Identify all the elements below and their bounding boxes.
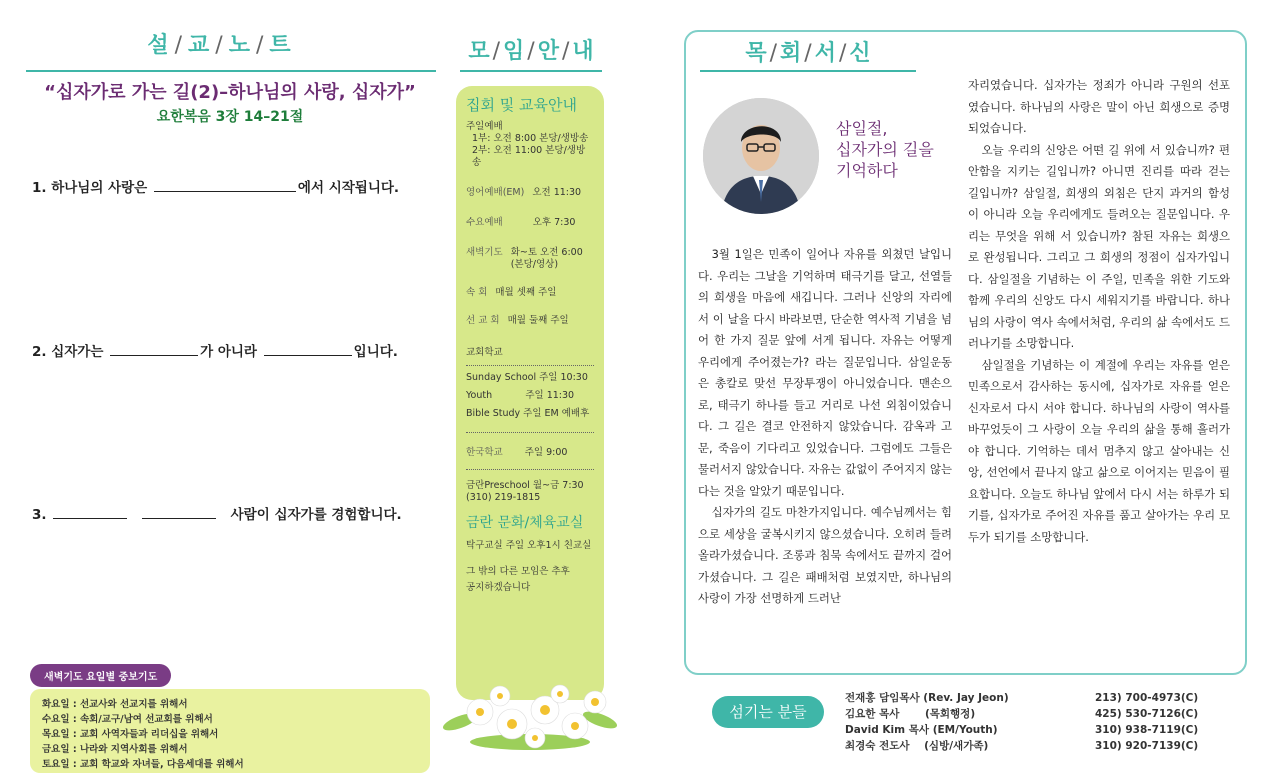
- guide-heading: 집회 및 교육안내: [466, 96, 577, 114]
- question-3: 3. 사람이 십자가를 경험합니다.: [32, 507, 402, 523]
- youth-school: Youth 주일 11:30: [466, 390, 575, 401]
- guide-panel: [456, 86, 604, 700]
- sunday-school: Sunday School 주일 10:30: [466, 372, 588, 383]
- prayer-tag: 새벽기도 요일별 중보기도: [30, 664, 171, 687]
- letter-heading: 삼일절, 십자가의 길을 기억하다: [836, 119, 934, 180]
- phone-number: 310) 938-7119(C): [1095, 724, 1199, 736]
- pastor-photo-icon: [703, 98, 819, 214]
- phone-number: 310) 920-7139(C): [1095, 740, 1199, 752]
- staff-list: [845, 690, 1009, 754]
- letter-column-2: [968, 75, 1230, 548]
- question-1: 1. 하나님의 사랑은 에서 시작됩니다.: [32, 180, 400, 196]
- staff-name: 전재홍 담임목사 (Rev. Jay Jeon): [845, 692, 1009, 704]
- pingpong-class: 탁구교실 주일 오후1시 친교실: [466, 540, 592, 551]
- letter-title-rule: [700, 70, 916, 72]
- letter-paragraph: 3월 1일은 민족이 일어나 자유를 외쳤던 날입니다. 우리는 그날을 기억하며 태극기를 달고, 선열들의 희생을 마음에 새깁니다. 그러나 신앙의 자리에서 이 날을 다시 바라보면, 단순한 역사적 기념을 넘어 한 가지 질문 앞에 서게 됩니다. 자유는 어떻게 우리에게 주어졌는가? 라는 질문입니다. 삼일운동은 총칼로 맞선 무장투쟁이 아니었습니다. 맨손으로, 태극기 하나를 들고 거리로 나선 외침이었습니다. 그 길은 결코 안전하지 않았습니다. 감옥과 고문, 죽음이 기다리고 있었습니다. 그럼에도 그들은 물러서지 않았습니다. 자유는 값없이 주어지지 않는다는 것을 알았기 때문입니다.: [698, 247, 952, 498]
- phone-number: 425) 530-7126(C): [1095, 708, 1199, 720]
- letter-column-1: [698, 244, 952, 610]
- list-item: 목요일 : 교회 사역자들과 리더십을 위해서: [42, 729, 219, 740]
- list-item: 수요일 : 속회/교구/남여 선교회를 위해서: [42, 714, 213, 725]
- phone-number: 213) 700-4973(C): [1095, 692, 1199, 704]
- letter-paragraph: 십자가의 길도 마찬가지입니다. 예수님께서는 힘으로 세상을 굴복시키지 않으셨습니다. 오히려 들려 올라가셨습니다. 조롱과 침묵 속에서도 끝까지 걸어가셨습니다. 그 길은 패배처럼 보였지만, 하나님의 사랑이 가장 선명하게 드러난: [698, 505, 952, 605]
- other-notice-1: 그 밖의 다른 모임은 추후: [466, 566, 570, 577]
- list-item: 토요일 : 교회 학교와 자녀들, 다음세대를 위해서: [42, 759, 244, 770]
- question-2: 2. 십자가는 가 아니라 입니다.: [32, 344, 398, 360]
- divider: [466, 469, 594, 470]
- notes-title-rule: [26, 70, 436, 72]
- staff-name: 김요한 목사 (목회행정): [845, 708, 976, 720]
- culture-heading: 금란 문화/체육교실: [466, 515, 584, 531]
- em-service: 영어예배(EM) 오전 11:30: [466, 187, 582, 198]
- divider: [466, 432, 594, 433]
- guide-title-rule: [460, 70, 602, 72]
- list-item: 화요일 : 선교사와 선교지를 위해서: [42, 699, 188, 710]
- bible-study: Bible Study 주일 EM 예배후: [466, 408, 590, 419]
- letter-paragraph: 자리였습니다. 십자가는 정죄가 아니라 구원의 선포였습니다. 하나님의 사랑은 말이 아닌 희생으로 증명되었습니다.: [968, 78, 1230, 135]
- wed-service: 수요예배 오후 7:30: [466, 217, 576, 228]
- divider: [466, 365, 594, 366]
- scripture-reference: 요한복음 3장 14–21절: [156, 109, 304, 125]
- daisy-flowers-icon: [440, 682, 620, 752]
- letter-paragraph: 오늘 우리의 신앙은 어떤 길 위에 서 있습니까? 편안함을 지키는 길입니까? 아니면 진리를 따라 걷는 길입니까? 삼일절, 희생의 외침은 단지 과거의 함성이 아니라 오늘 우리에게도 들려오는 질문입니다. 우리는 무엇을 위해 서 있습니까? 참된 자유는 희생으로 완성됩니다. 그리고 그 희생의 정점이 십자가입니다. 삼일절을 기념하는 이 주일, 민족을 위한 기도와 함께 우리의 신앙도 다시 세워지기를 바랍니다. 하나님의 사랑이 역사 속에서처럼, 우리의 삶 속에서도 드러나기를 소망합니다.: [968, 142, 1230, 350]
- preschool-phone: (310) 219-1815: [466, 492, 541, 503]
- sermon-title: “십자가로 가는 길(2)–하나님의 사랑, 십자가”: [44, 82, 416, 103]
- blank-field[interactable]: [142, 505, 216, 519]
- blank-field[interactable]: [110, 342, 198, 356]
- sunday-service-2: 2부: 오전 11:00 본당/생방송: [472, 145, 586, 168]
- preschool: 금란Preschool 월~금 7:30: [466, 480, 584, 491]
- staff-name: 최경숙 전도사 (심방/새가족): [845, 740, 989, 752]
- letter-title: 목 / 회 / 서 / 신: [745, 41, 871, 66]
- dawn-prayer: 새벽기도 화~토 오전 6:00 (본당/영상): [466, 247, 583, 270]
- blank-field[interactable]: [264, 342, 352, 356]
- staff-name: David Kim 목사 (EM/Youth): [845, 724, 998, 736]
- staff-phones: [1095, 690, 1198, 754]
- mission-meeting: 선 교 회 매월 둘째 주일: [466, 315, 569, 326]
- prayer-list: [30, 689, 430, 773]
- guide-title: 모 / 임 / 안 / 내: [468, 39, 594, 64]
- blank-field[interactable]: [53, 505, 127, 519]
- notes-title: 설 / 교 / 노 / 트: [147, 33, 293, 58]
- letter-paragraph: 삼일절을 기념하는 이 계절에 우리는 자유를 얻은 민족으로서 감사하는 동시에, 십자가로 자유를 얻은 신자로서 다시 서야 합니다. 하나님의 사랑이 역사를 바꾸었듯이 그 사랑이 오늘 우리의 삶을 통해 흘러가야 합니다. 기억하는 데서 멈추지 않고 살아내는 신앙, 선언에서 끝나지 않고 삶으로 이어지는 믿음이 필요합니다. 오늘도 하나님 앞에서 다시 서는 하루가 되기를, 십자가로 주어진 자유를 품고 살아가는 우리 모두가 되기를 소망합니다.: [968, 357, 1230, 544]
- korean-school: 한국학교 주일 9:00: [466, 447, 568, 458]
- school-label: 교회학교: [466, 347, 503, 358]
- pastor-avatar: [703, 98, 819, 214]
- blank-field[interactable]: [154, 178, 296, 192]
- sok-meeting: 속 회 매월 셋째 주일: [466, 287, 557, 298]
- sunday-service-1: 1부: 오전 8:00 본당/생방송: [472, 133, 589, 144]
- list-item: 금요일 : 나라와 지역사회를 위해서: [42, 744, 188, 755]
- staff-button[interactable]: 섬기는 분들: [712, 696, 824, 728]
- sunday-label: 주일예배: [466, 121, 503, 132]
- other-notice-2: 공지하겠습니다: [466, 582, 531, 593]
